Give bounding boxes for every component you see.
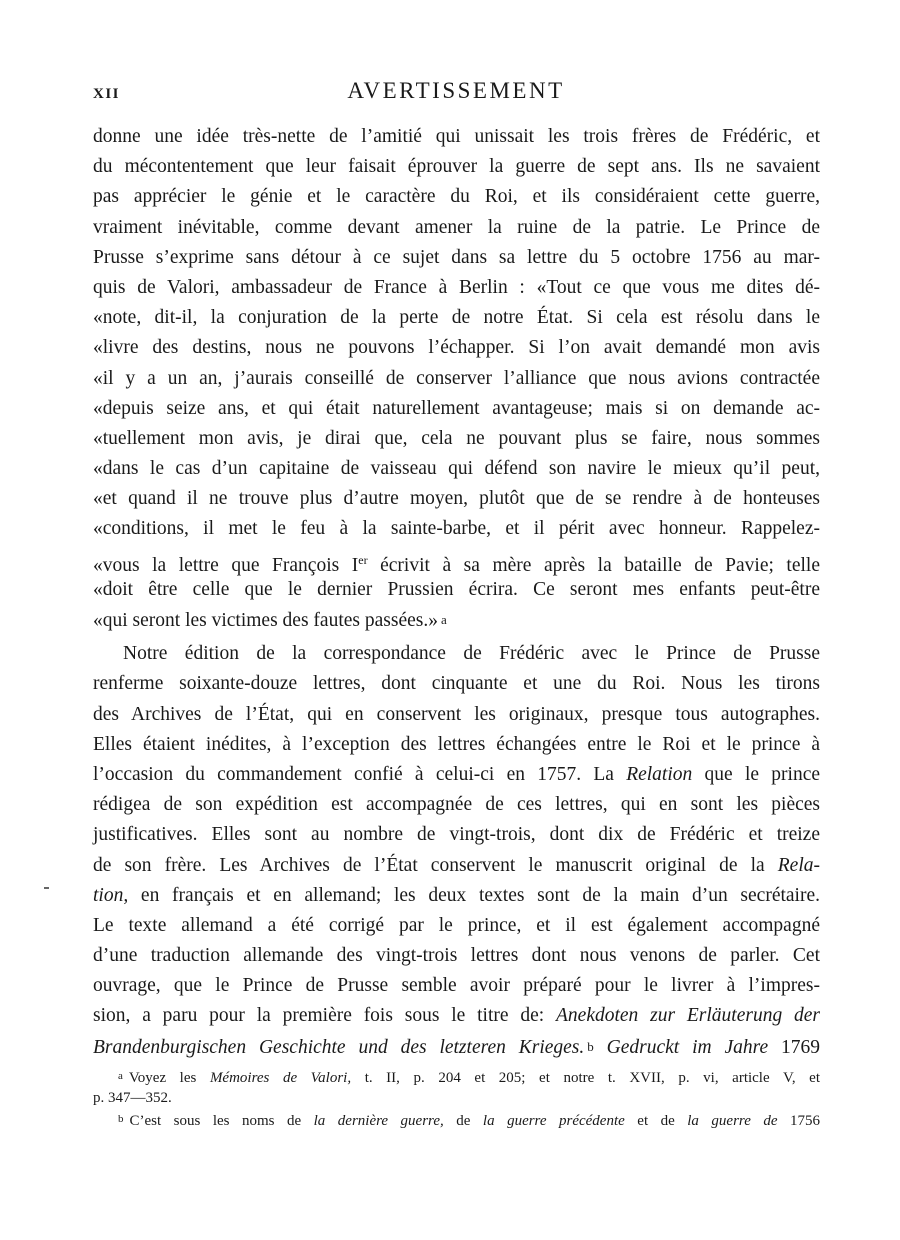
text-fragment: «qui seront les victimes des fautes passées.» [93, 610, 438, 631]
text-line [93, 605, 820, 635]
text-line: rédigea de son expédition est accompagnée de ces lettres, qui en sont les pièces [93, 794, 820, 816]
footnote-marker: b [118, 1113, 124, 1125]
text-fragment: sion, a paru pour la première fois sous le titre de: [93, 1005, 557, 1027]
text-line: pas apprécier le génie et le caractère du Roi, et ils considéraient cette guerre, [93, 186, 820, 208]
text-line: Le texte allemand a été corrigé par le prince, et il est également accompagné [93, 914, 820, 936]
text-line: quis de Valori, ambassadeur de France à Berlin : «Tout ce que vous me dites dé- [93, 276, 820, 298]
text-fragment: Voyez les [128, 1070, 210, 1086]
page-number: XII [93, 86, 121, 102]
text-line: «livre des destins, nous ne pouvons l’échapper. Si l’on avait demandé mon avis [93, 337, 820, 359]
text-line: «note, dit-il, la conjuration de la perte de notre État. Si cela est résolu dans le [93, 307, 820, 329]
text-fragment: et de [624, 1113, 688, 1129]
text-line: «doit être celle que le dernier Prussien écrira. Ce seront mes enfants peut-être [93, 578, 820, 600]
text-fragment: t. II, p. 204 et 205; et notre t. XVII, p. vi, article V, et [351, 1070, 820, 1086]
footnote-a [93, 1066, 820, 1088]
text-line: vraiment inévitable, comme devant amener la ruine de la patrie. Le Prince de [93, 216, 820, 238]
text-fragment: C’est sous les noms de [129, 1113, 314, 1129]
text-fragment: «vous la lettre que François I [93, 554, 359, 576]
text-line: «conditions, il met le feu à la sainte-barbe, et il périt avec honneur. Rappelez- [93, 518, 820, 540]
body-text [93, 122, 820, 1062]
italic-title: Brandenburgischen Geschichte und des letzteren Krieges. [93, 1036, 585, 1058]
text-line: «depuis seize ans, et qui était naturellement avantageuse; mais si on demande ac- [93, 397, 820, 419]
text-fragment: 1756 [777, 1113, 821, 1129]
text-line: donne une idée très-nette de l’amitié qui unissait les trois frères de Frédéric, et [93, 126, 820, 147]
italic-title: la dernière guerre, [313, 1113, 444, 1129]
text-line: du mécontentement que leur faisait éprouver la guerre de sept ans. Ils ne savaient [93, 156, 820, 178]
running-title: AVERTISSEMENT [347, 78, 565, 103]
text-line: «et quand il ne trouve plus d’autre moyen, plutôt que de se rendre à de honteuses [93, 488, 820, 510]
text-line: renferme soixante-douze lettres, dont cinquante et une du Roi. Nous les tirons [93, 673, 820, 695]
text-fragment: de son frère. Les Archives de l’État conservent le manuscrit original de la [93, 854, 778, 876]
text-line: «tuellement mon avis, je dirai que, cela ne pouvant plus se faire, nous sommes [93, 427, 820, 449]
text-line [93, 1032, 820, 1062]
text-line [93, 881, 820, 911]
italic-title: la guerre de [687, 1113, 778, 1129]
text-line: Elles étaient inédites, à l’exception des lettres échangées entre le Roi et le prince à [93, 733, 820, 755]
paragraph-first-line: Notre édition de la correspondance de Frédéric avec le Prince de Prusse [123, 643, 820, 665]
footnotes [93, 1066, 820, 1131]
text-fragment: de [443, 1113, 483, 1129]
text-fragment: 1769 [781, 1036, 821, 1058]
text-line: Prusse s’exprime sans détour à ce sujet dans sa lettre du 5 octobre 1756 au mar- [93, 246, 820, 268]
italic-title: Gedruckt im Jahre [606, 1036, 769, 1058]
italic-title: la guerre précédente [482, 1113, 625, 1129]
text-fragment: que le prince [692, 763, 821, 785]
text-line [93, 1001, 820, 1031]
text-line: «dans le cas d’un capitaine de vaisseau qui défend son navire le mieux qu’il peut, [93, 458, 820, 480]
text-fragment: écrivit à sa mère après la bataille de Pavie; telle [367, 554, 820, 576]
text-line [93, 760, 820, 790]
footnote-a-continued: p. 347—352. [93, 1089, 172, 1106]
text-line: d’une traduction allemande des vingt-trois lettres dont nous venons de parler. Cet [93, 945, 820, 967]
italic-title: Mémoires de Valori, [209, 1070, 352, 1086]
footnote-b [93, 1109, 820, 1131]
text-line: «il y a un an, j’aurais conseillé de conserver l’alliance que nous avions contractée [93, 367, 820, 389]
italic-title: tion, [93, 884, 129, 906]
superscript: er [358, 552, 368, 567]
italic-title: Rela- [777, 854, 820, 876]
text-line: justificatives. Elles sont au nombre de vingt-trois, dont dix de Frédéric et treize [93, 824, 820, 846]
text-fragment: en français et en allemand; les deux textes sont de la main d’un secrétaire. [128, 884, 820, 906]
italic-title: Relation [626, 763, 693, 785]
footnote-marker: a [118, 1070, 123, 1082]
italic-title: Anekdoten zur Erläuterung der [556, 1005, 821, 1027]
text-line [93, 545, 820, 575]
text-line: ouvrage, que le Prince de Prusse semble avoir préparé pour le livrer à l’impres- [93, 975, 820, 997]
margin-mark [44, 887, 49, 889]
text-line [93, 851, 820, 881]
footnote-reference-a[interactable]: a [440, 612, 447, 627]
text-line: des Archives de l’État, qui en conservent les originaux, presque tous autographes. [93, 703, 820, 725]
text-fragment: l’occasion du commandement confié à celui-ci en 1757. La [93, 763, 627, 785]
footnote-reference-b[interactable]: b [587, 1038, 594, 1054]
